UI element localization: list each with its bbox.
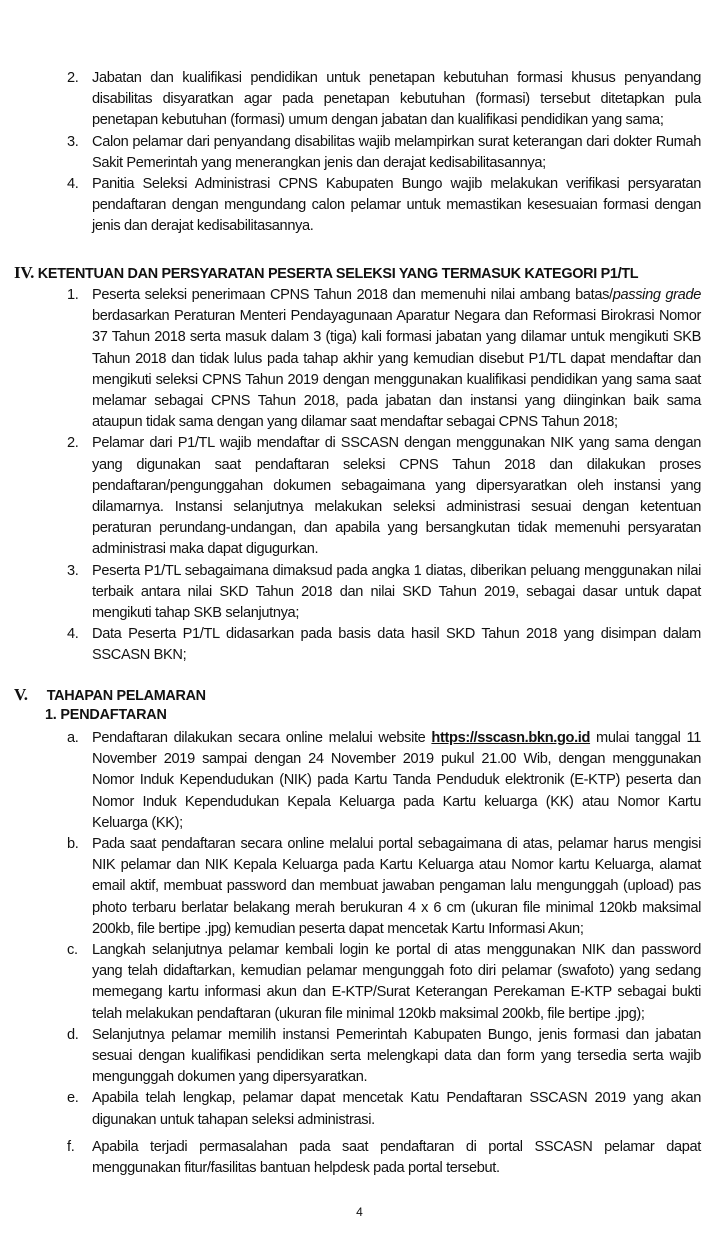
list-item	[67, 561, 701, 625]
website-link[interactable]: https://sscasn.bkn.go.id	[431, 730, 591, 746]
list-item-text: Data Peserta P1/TL didasarkan pada basis data hasil SKD Tahun 2018 yang disimpan dalam SSCASN BKN;	[92, 626, 701, 664]
list-item	[67, 285, 701, 433]
section-4-list	[67, 285, 701, 667]
section-5-heading	[14, 685, 206, 705]
page-number: 4	[356, 1205, 363, 1219]
list-item-text: Selanjutnya pelamar memilih instansi Pemerintah Kabupaten Bungo, jenis formasi dan jabatan sesuai dengan kualifikasi pendidikan serta melengkapi data dan form yang tersedia serta wajib mengunggah dokumen yang dipersyaratkan.	[92, 1026, 701, 1086]
subsection-heading: 1. PENDAFTARAN	[45, 707, 167, 723]
section-3-list	[67, 68, 701, 238]
list-item-text: Apabila telah lengkap, pelamar dapat mencetak Katu Pendaftaran SSCASN 2019 yang akan digunakan untuk tahapan seleksi administrasi.	[92, 1090, 701, 1128]
list-marker: 2.	[67, 435, 79, 452]
italic-term: passing grade	[612, 287, 701, 303]
list-item	[67, 728, 701, 834]
list-item	[67, 834, 701, 940]
list-marker: b.	[67, 836, 79, 853]
list-item	[67, 624, 701, 666]
list-item	[67, 132, 701, 174]
list-marker: 1.	[67, 287, 79, 303]
section-numeral: V.	[14, 685, 28, 704]
list-item	[67, 1025, 701, 1089]
list-item-text: Jabatan dan kualifikasi pendidikan untuk penetapan kebutuhan formasi khusus penyandang disabilitas disyaratkan agar pada penetapan kebutuhan (formasi) tersebut ditetapkan pula penetapan kebutuhan (formasi) umum dengan jabatan dan kualifikasi pendidikan yang sama;	[92, 70, 701, 129]
list-item	[67, 68, 701, 132]
list-item	[67, 940, 701, 1025]
list-marker: a.	[67, 730, 79, 746]
list-marker: 3.	[67, 562, 79, 579]
list-item	[67, 1137, 701, 1179]
list-item-text: Panitia Seleksi Administrasi CPNS Kabupaten Bungo wajib melakukan verifikasi persyaratan pendaftaran dengan mengundang calon pelamar untuk memastikan kesesuaian formasi dengan jenis dan derajat kedisabilitasannya.	[92, 176, 701, 235]
list-marker: 3.	[67, 133, 79, 150]
section-title: KETENTUAN DAN PERSYARATAN PESERTA SELEKSI YANG TERMASUK KATEGORI P1/TL	[37, 266, 639, 282]
section-title: TAHAPAN PELAMARAN	[46, 688, 206, 704]
list-item	[67, 433, 701, 560]
section-5-list	[67, 728, 701, 1179]
section-numeral: IV.	[14, 263, 35, 282]
list-marker: d.	[67, 1026, 79, 1043]
list-item-text: Pendaftaran dilakukan secara online melalui website	[92, 730, 432, 746]
list-item-text: Peserta seleksi penerimaan CPNS Tahun 2018 dan memenuhi nilai ambang batas/	[92, 287, 613, 303]
list-item-text: Peserta P1/TL sebagaimana dimaksud pada angka 1 diatas, diberikan peluang menggunakan nilai terbaik antara nilai SKD Tahun 2018 dan nilai SKD Tahun 2019, sebagai dasar untuk dapat mengikuti tahap SKB selanjutnya;	[92, 562, 701, 622]
list-item-text: Langkah selanjutnya pelamar kembali login ke portal di atas menggunakan NIK dan password yang telah didaftarkan, kemudian pelamar mengunggah foto diri pelamar (swafoto) yang sedang memegang kartu informasi akun dan E-KTP/Surat Keterangan Perekaman E-KTP sebagai bukti telah melakukan pendaftaran (ukuran file minimal 120kb maksimal 200kb, file bertipe .jpg);	[92, 942, 701, 1022]
list-marker: e.	[67, 1090, 79, 1107]
list-marker: c.	[67, 942, 78, 959]
list-marker: 2.	[67, 70, 79, 86]
list-item-text: mulai tanggal 11 November 2019 sampai dengan 24 November 2019 pukul 21.00 Wib, dengan menggunakan Nomor Induk Kependudukan (NIK) pada Kartu Tanda Penduduk elektronik (E-KTP) peserta dan Nomor Induk Kependudukan Kepala Keluarga pada Kartu keluarga (KK) atau Nomor Kartu Keluarga (KK);	[92, 730, 701, 831]
section-4-heading	[14, 263, 638, 283]
list-marker: 4.	[67, 626, 79, 643]
list-marker: f.	[67, 1138, 75, 1155]
list-item-text: Calon pelamar dari penyandang disabilitas wajib melampirkan surat keterangan dari dokter Rumah Sakit Pemerintah yang menerangkan jenis dan derajat kedisabilitasannya;	[92, 133, 701, 171]
list-item-text: Apabila terjadi permasalahan pada saat pendaftaran di portal SSCASN pelamar dapat menggunakan fitur/fasilitas bantuan helpdesk pada portal tersebut.	[92, 1138, 701, 1177]
list-item-text: Pelamar dari P1/TL wajib mendaftar di SSCASN dengan menggunakan NIK yang sama dengan yang digunakan saat pendaftaran seleksi CPNS Tahun 2018 dan dilakukan proses pendaftaran/pengunggahan dokumen sebagaimana yang dipersyaratkan oleh instansi yang dilamarnya. Instansi selanjutnya melakukan seleksi administrasi sesuai dengan ketentuan peraturan perundang-undangan, dan apabila yang bersangkutan tidak memenuhi persyaratan administrasi maka dapat digugurkan.	[92, 435, 701, 558]
list-item-text: Pada saat pendaftaran secara online melalui portal sebagaimana di atas, pelamar harus mengisi NIK pelamar dan NIK Kepala Keluarga pada Kartu Keluarga atau Nomor kartu Keluarga, alamat email aktif, membuat password dan membuat jawaban pengaman lalu mengunggah (upload) pas photo terbaru berlatar belakang merah berukuran 4 x 6 cm (ukuran file minimal 120kb maksimal 200kb, file bertipe .jpg) kemudian peserta dapat mencetak Kartu Informasi Akun;	[92, 836, 701, 937]
list-marker: 4.	[67, 176, 79, 193]
list-item-text: berdasarkan Peraturan Menteri Pendayagunaan Aparatur Negara dan Reformasi Birokrasi Nomor 37 Tahun 2018 serta masuk dalam 3 (tiga) kali formasi jabatan yang dilamar untuk mengikuti SKB Tahun 2018 dan tidak lulus pada tahap akhir yang kemudian disebut P1/TL dapat mendaftar dan mengikuti seleksi CPNS Tahun 2019 dengan menggunakan kualifikasi pendidikan yang sama saat melamar sebagai CPNS Tahun 2018, pada jabatan dan instansi yang diinginkan baik sama ataupun tidak sama dengan yang dilamar saat mendaftar sebagai CPNS Tahun 2018;	[92, 308, 701, 431]
list-item	[67, 1088, 701, 1130]
list-item	[67, 174, 701, 238]
